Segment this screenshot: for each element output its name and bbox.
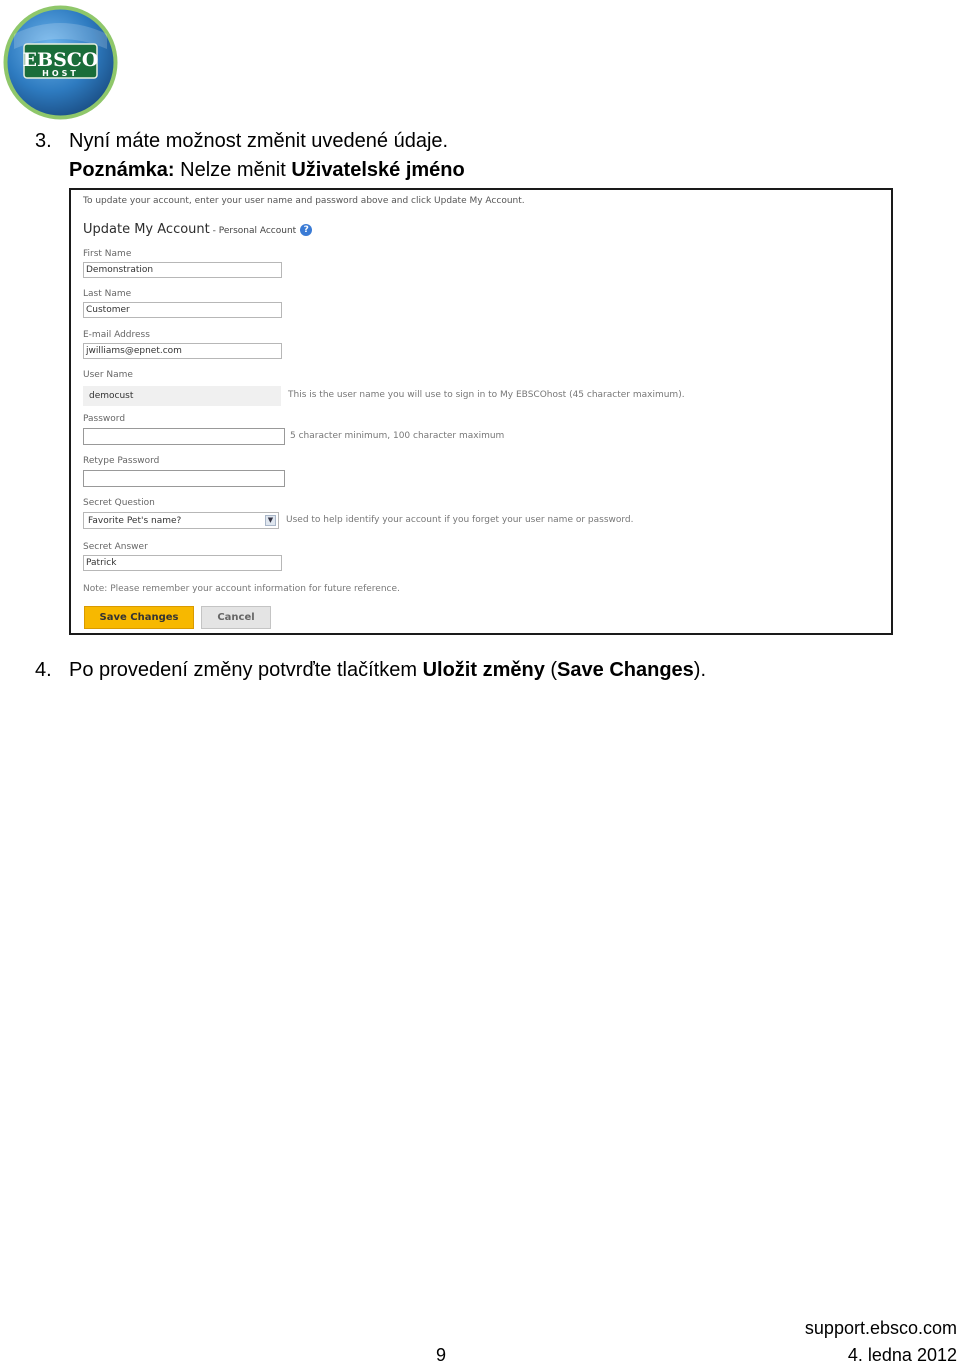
step-4-text: Po provedení změny potvrďte tlačítkem (69, 659, 423, 681)
user-name-hint: This is the user name you will use to sign in to My EBSCOhost (45 character maximum). (288, 390, 685, 400)
first-name-label: First Name (83, 249, 132, 259)
help-icon[interactable]: ? (300, 224, 312, 236)
first-name-input[interactable]: Demonstration (83, 262, 282, 278)
form-instructions: To update your account, enter your user name and password above and click Update My Account. (83, 196, 525, 206)
last-name-label: Last Name (83, 289, 132, 299)
secret-question-select[interactable] (83, 512, 279, 529)
password-hint: 5 character minimum, 100 character maximum (290, 431, 505, 441)
account-form-screenshot (69, 188, 893, 635)
secret-question-value: Favorite Pet's name? (88, 516, 182, 526)
last-name-input[interactable]: Customer (83, 302, 282, 318)
user-name-label: User Name (83, 370, 133, 380)
footer-site: support.ebsco.com (804, 1318, 957, 1338)
secret-question-label: Secret Question (83, 498, 155, 508)
form-subtitle: - Personal Account (209, 226, 297, 236)
step-4-end: ). (693, 659, 706, 681)
note-text: Nelze měnit (174, 159, 292, 181)
form-title-text: Update My Account (83, 222, 210, 237)
retype-password-input[interactable] (83, 470, 285, 487)
step-text (69, 658, 706, 682)
step-3-note (69, 158, 465, 182)
form-note: Note: Please remember your account information for future reference. (83, 584, 400, 594)
step-number: 3. (35, 130, 52, 152)
step-number: 4. (35, 659, 52, 681)
step-4-bold-1: Uložit změny (422, 659, 545, 681)
svg-text:EBSCO: EBSCO (22, 49, 99, 71)
note-label: Poznámka: (69, 159, 175, 181)
email-input[interactable]: jwilliams@epnet.com (83, 343, 282, 359)
ebsco-host-logo (2, 4, 119, 121)
chevron-down-icon[interactable]: ▼ (265, 515, 276, 526)
page-number: 9 (436, 1345, 447, 1365)
user-name-readonly: democust (83, 386, 281, 406)
password-input[interactable] (83, 428, 285, 445)
step-text: Nyní máte možnost změnit uvedené údaje. (69, 130, 449, 152)
secret-question-hint: Used to help identify your account if you forget your user name or password. (286, 515, 634, 525)
retype-password-label: Retype Password (83, 456, 160, 466)
email-label: E-mail Address (83, 330, 150, 340)
step-4-mid: ( (544, 659, 558, 681)
secret-answer-label: Secret Answer (83, 542, 148, 552)
save-changes-button[interactable]: Save Changes (84, 606, 194, 629)
form-title (83, 222, 312, 237)
cancel-button[interactable]: Cancel (201, 606, 271, 629)
svg-text:HOST: HOST (42, 69, 79, 78)
note-bold: Uživatelské jméno (291, 159, 465, 181)
secret-answer-input[interactable]: Patrick (83, 555, 282, 571)
footer-date: 4. ledna 2012 (847, 1345, 957, 1365)
step-4-bold-2: Save Changes (557, 659, 694, 681)
password-label: Password (83, 414, 126, 424)
